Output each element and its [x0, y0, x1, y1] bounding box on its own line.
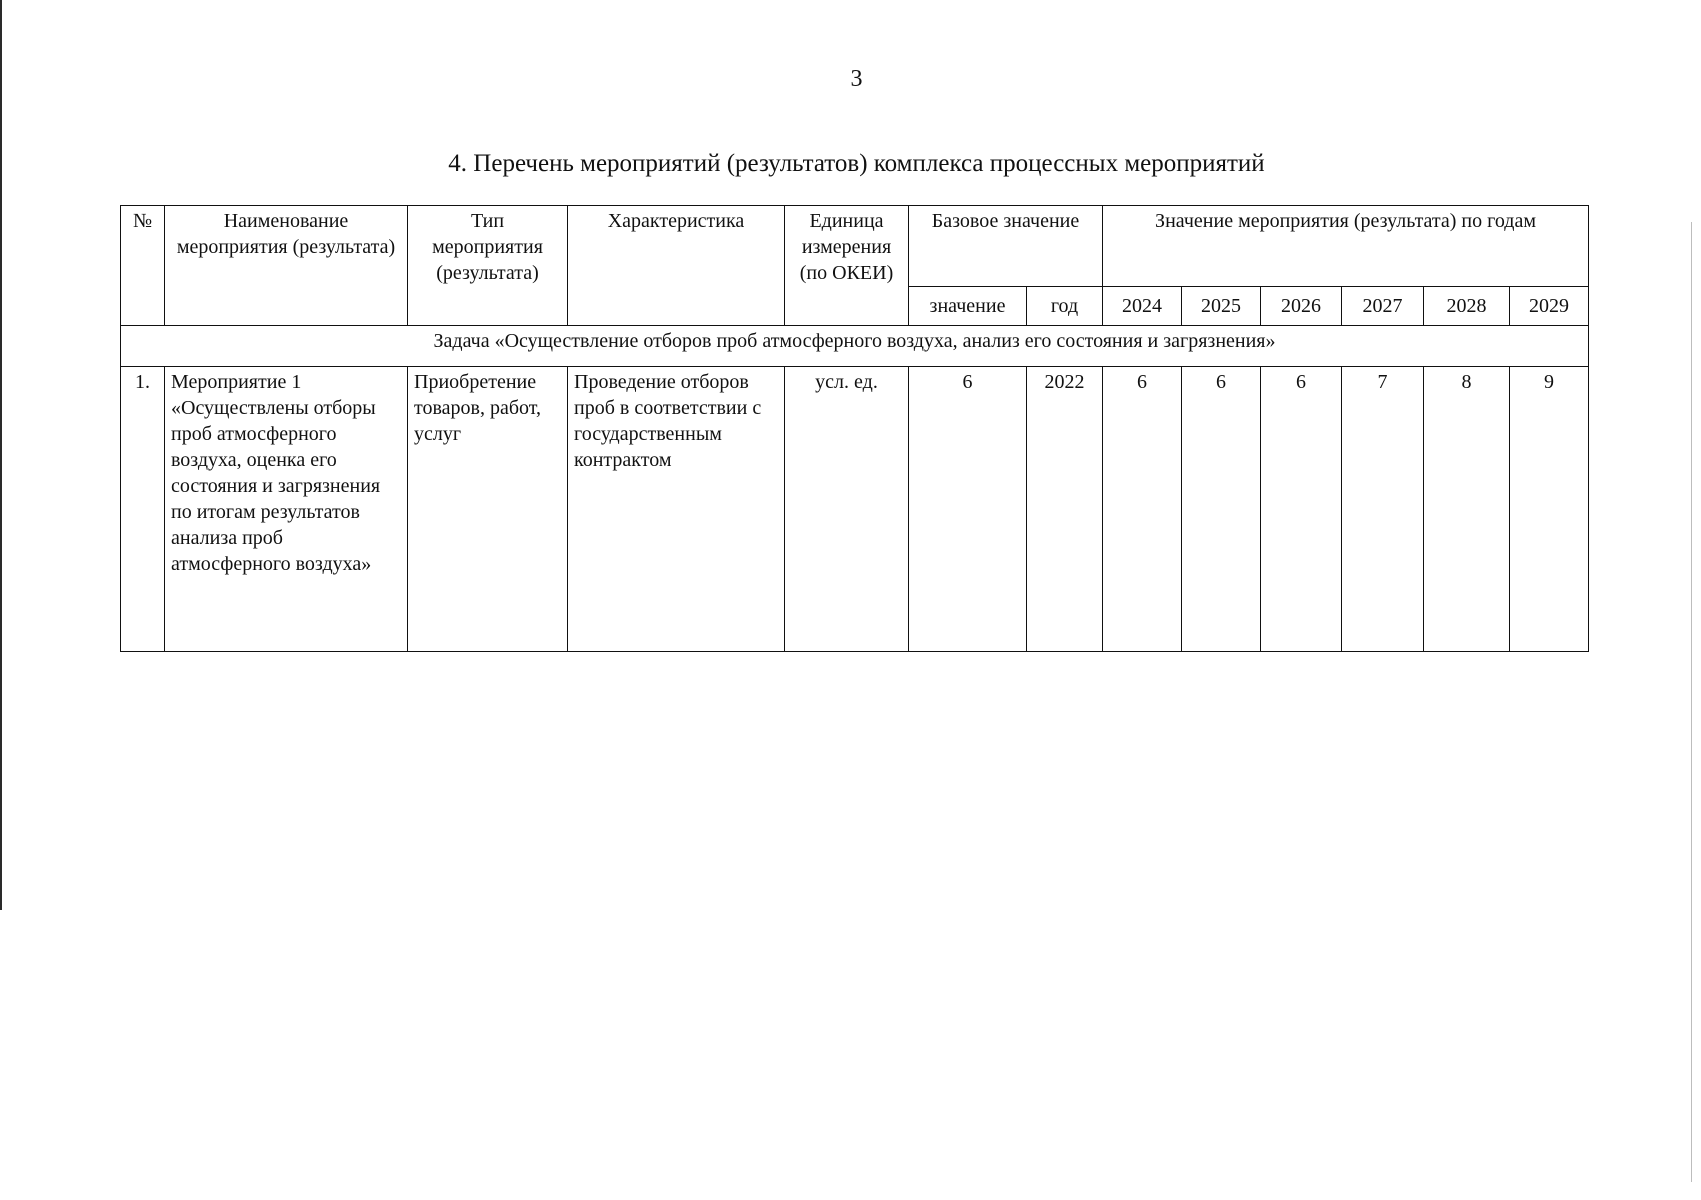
- header-num: №: [121, 206, 165, 326]
- row-unit: усл. ед.: [785, 367, 909, 652]
- header-base: Базовое значение: [909, 206, 1103, 287]
- header-name: Наименование мероприятия (результата): [165, 206, 408, 326]
- row-value-2024: 6: [1103, 367, 1182, 652]
- header-base-value: значение: [909, 287, 1027, 326]
- header-by-years: Значение мероприятия (результата) по годам: [1103, 206, 1589, 287]
- row-characteristic: Проведение отборов проб в соответствии с государственным контрактом: [568, 367, 785, 652]
- row-value-2026: 6: [1261, 367, 1342, 652]
- header-characteristic: Характеристика: [568, 206, 785, 326]
- row-value-2027: 7: [1342, 367, 1424, 652]
- scan-right-edge: [1691, 222, 1692, 1182]
- page-number: 3: [850, 66, 863, 92]
- header-year: 2024: [1103, 287, 1182, 326]
- row-name: Мероприятие 1 «Осуществлены отборы проб атмосферного воздуха, оценка его состояния и загрязнения по итогам результатов анализа проб атмосферного воздуха»: [165, 367, 408, 652]
- activities-table: [120, 205, 1589, 652]
- row-value-2029: 9: [1510, 367, 1589, 652]
- header-year: 2026: [1261, 287, 1342, 326]
- task-row: [121, 326, 1589, 367]
- row-base-value: 6: [909, 367, 1027, 652]
- header-year: 2027: [1342, 287, 1424, 326]
- scan-left-edge: [0, 0, 2, 910]
- task-row-text: Задача «Осуществление отборов проб атмосферного воздуха, анализ его состояния и загрязнения»: [121, 326, 1589, 367]
- header-year: 2025: [1182, 287, 1261, 326]
- header-unit: Единица измерения (по ОКЕИ): [785, 206, 909, 326]
- row-value-2025: 6: [1182, 367, 1261, 652]
- row-value-2028: 8: [1424, 367, 1510, 652]
- row-base-year: 2022: [1027, 367, 1103, 652]
- header-year: 2029: [1510, 287, 1589, 326]
- row-num: 1.: [121, 367, 165, 652]
- header-year: 2028: [1424, 287, 1510, 326]
- header-base-year: год: [1027, 287, 1103, 326]
- row-type: Приобретение товаров, работ, услуг: [408, 367, 568, 652]
- section-title: 4. Перечень мероприятий (результатов) комплекса процессных мероприятий: [448, 150, 1265, 177]
- header-type: Тип мероприятия (результата): [408, 206, 568, 326]
- table-row: [121, 367, 1589, 652]
